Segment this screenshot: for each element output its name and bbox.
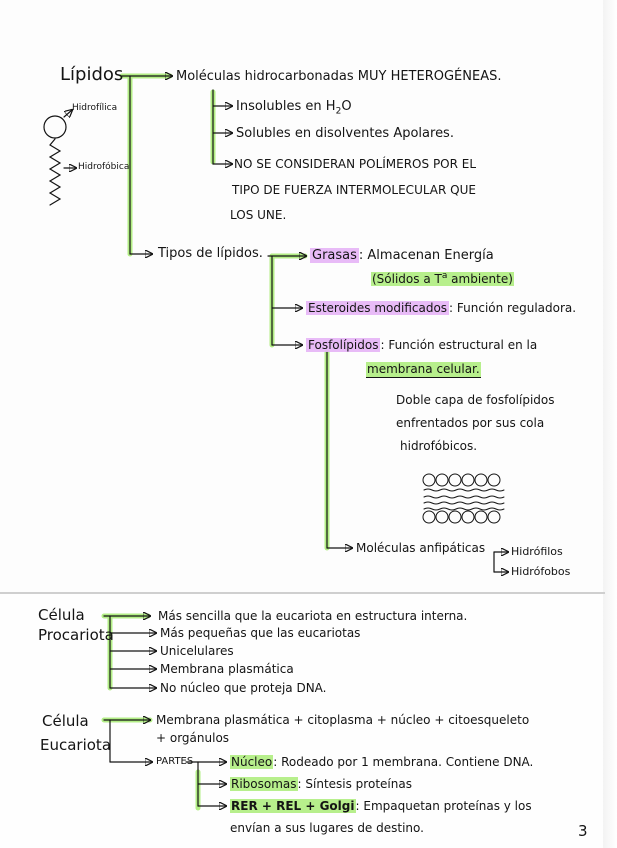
rer-text: : Empaquetan proteínas y los: [355, 799, 532, 813]
hidrofilica-label: Hidrofílica: [72, 103, 118, 113]
rer-label: RER + REL + Golgi: [231, 799, 355, 813]
grasas-text: : Almacenan Energía: [358, 248, 494, 263]
lipidos-title: Lípidos: [60, 64, 124, 85]
insolubles-text: Insolubles en H: [236, 99, 336, 114]
rer-detail: envían a sus lugares de destino.: [230, 821, 424, 835]
grasas-detail-tail: ambiente): [447, 272, 513, 286]
ribosomas-label: Ribosomas: [231, 777, 297, 791]
nucleo-text: : Rodeado por 1 membrana. Contiene DNA.: [273, 755, 534, 769]
hidrofilos-item: Hidrófilos: [511, 545, 563, 558]
eucariota-line-2: + orgánulos: [156, 731, 230, 745]
insolubles-tail: O: [341, 99, 352, 114]
doble-capa-line-2: enfrentados por sus cola: [396, 416, 545, 430]
procariota-title-2: Procariota: [38, 626, 114, 644]
nucleo-item: [230, 756, 533, 768]
hidrofobica-label: Hidrofóbica: [78, 162, 130, 172]
insolubles-item: [236, 100, 352, 117]
eucariota-title-2: Eucariota: [40, 736, 112, 754]
no-polimeros-line-2: TIPO DE FUERZA INTERMOLECULAR QUE: [232, 183, 476, 197]
eucariota-title-1: Célula: [42, 712, 89, 730]
partes-label: PARTES: [156, 756, 194, 767]
eucariota-line-1: Membrana plasmática + citoplasma + núcleo + citoesqueleto: [156, 713, 530, 727]
esteroides-text: : Función reguladora.: [449, 301, 577, 315]
esteroides-item: [306, 302, 576, 314]
grasas-superscript: a: [441, 271, 448, 281]
anfipaticas-item: Moléculas anfipáticas: [356, 541, 486, 555]
rer-item: [230, 800, 532, 812]
grasas-detail-text: (Sólidos a T: [372, 272, 442, 286]
doble-capa-line-1: Doble capa de fosfolípidos: [396, 393, 555, 407]
membrana-celular: [366, 363, 481, 375]
procariota-item: No núcleo que proteja DNA.: [160, 681, 327, 695]
no-polimeros-line-3: LOS UNE.: [230, 208, 287, 222]
lipidos-definition: Moléculas hidrocarbonadas MUY HETEROGÉNEAS.: [176, 69, 502, 84]
doble-capa-line-3: hidrofóbicos.: [400, 439, 478, 453]
procariota-item: Unicelulares: [160, 644, 234, 658]
membrana-celular-text: membrana celular.: [367, 362, 480, 376]
fosfolipidos-text: : Función estructural en la: [380, 338, 538, 352]
grasas-label: Grasas: [312, 248, 357, 263]
fosfolipidos-label: Fosfolípidos: [308, 338, 379, 352]
no-polimeros-line-1: NO SE CONSIDERAN POLÍMEROS POR EL: [234, 157, 477, 171]
nucleo-label: Núcleo: [231, 755, 273, 769]
procariota-item: Más sencilla que la eucariota en estructura interna.: [158, 609, 468, 623]
procariota-item: Más pequeñas que las eucariotas: [160, 626, 361, 640]
fosfolipidos-item: [306, 339, 537, 351]
insolubles-subscript: 2: [335, 106, 342, 117]
grasas-detail: [371, 272, 514, 285]
procariota-item: Membrana plasmática: [160, 662, 294, 676]
procariota-title-1: Célula: [38, 606, 85, 624]
tipos-lipidos: Tipos de lípidos.: [158, 246, 263, 261]
ribosomas-text: : Síntesis proteínas: [297, 777, 412, 791]
hidrofobos-item: Hidrófobos: [511, 565, 571, 578]
grasas-item: [310, 249, 494, 262]
ribosomas-item: [230, 778, 412, 790]
esteroides-label: Esteroides modificados: [308, 301, 448, 315]
solubles-item: Solubles en disolventes Apolares.: [236, 126, 454, 141]
page-number: 3: [578, 822, 588, 840]
